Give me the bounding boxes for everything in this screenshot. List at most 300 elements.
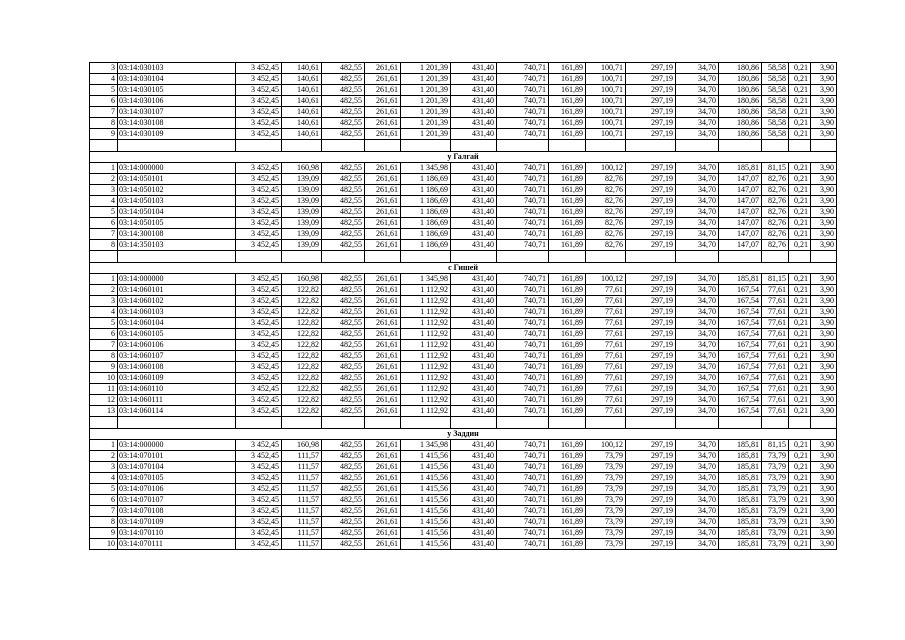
value-cell: 740,71 — [497, 517, 549, 528]
value-cell: 431,40 — [451, 395, 497, 406]
value-cell: 34,70 — [676, 473, 719, 484]
cadastral-code-cell: 03:14:070107 — [118, 495, 236, 506]
table-row — [90, 174, 837, 185]
value-cell: 34,70 — [676, 96, 719, 107]
value-cell: 1 201,39 — [401, 96, 451, 107]
empty-cell — [811, 251, 837, 263]
row-number-cell: 5 — [90, 207, 118, 218]
value-cell: 297,19 — [626, 174, 676, 185]
value-cell: 261,61 — [365, 395, 401, 406]
row-number-cell: 7 — [90, 107, 118, 118]
value-cell: 73,79 — [586, 473, 626, 484]
value-cell: 161,89 — [549, 484, 586, 495]
value-cell: 740,71 — [497, 362, 549, 373]
value-cell: 161,89 — [549, 528, 586, 539]
row-number-cell: 7 — [90, 340, 118, 351]
value-cell: 161,89 — [549, 517, 586, 528]
value-cell: 34,70 — [676, 207, 719, 218]
value-cell: 297,19 — [626, 185, 676, 196]
value-cell: 261,61 — [365, 318, 401, 329]
value-cell: 740,71 — [497, 107, 549, 118]
empty-cell — [497, 140, 549, 152]
value-cell: 161,89 — [549, 362, 586, 373]
value-cell: 261,61 — [365, 473, 401, 484]
value-cell: 147,07 — [719, 218, 762, 229]
value-cell: 77,61 — [586, 318, 626, 329]
value-cell: 740,71 — [497, 174, 549, 185]
value-cell: 3,90 — [811, 395, 837, 406]
spacer-row — [90, 417, 837, 429]
value-cell: 111,57 — [282, 495, 322, 506]
value-cell: 482,55 — [322, 129, 365, 140]
empty-cell — [626, 417, 676, 429]
empty-cell — [549, 251, 586, 263]
value-cell: 140,61 — [282, 85, 322, 96]
value-cell: 77,61 — [586, 351, 626, 362]
value-cell: 0,21 — [789, 96, 811, 107]
value-cell: 147,07 — [719, 185, 762, 196]
value-cell: 81,15 — [762, 274, 789, 285]
value-cell: 261,61 — [365, 229, 401, 240]
row-number-cell: 9 — [90, 129, 118, 140]
value-cell: 73,79 — [762, 462, 789, 473]
value-cell: 3,90 — [811, 207, 837, 218]
value-cell: 161,89 — [549, 229, 586, 240]
value-cell: 431,40 — [451, 185, 497, 196]
value-cell: 1 345,98 — [401, 163, 451, 174]
value-cell: 740,71 — [497, 240, 549, 251]
value-cell: 34,70 — [676, 351, 719, 362]
value-cell: 3 452,45 — [236, 406, 282, 417]
value-cell: 180,86 — [719, 129, 762, 140]
value-cell: 0,21 — [789, 118, 811, 129]
value-cell: 261,61 — [365, 274, 401, 285]
value-cell: 3 452,45 — [236, 285, 282, 296]
cadastral-code-cell: 03:14:000000 — [118, 440, 236, 451]
value-cell: 431,40 — [451, 528, 497, 539]
value-cell: 0,21 — [789, 362, 811, 373]
value-cell: 1 112,92 — [401, 406, 451, 417]
value-cell: 482,55 — [322, 506, 365, 517]
value-cell: 167,54 — [719, 329, 762, 340]
value-cell: 122,82 — [282, 318, 322, 329]
cadastral-code-cell: 03:14:030105 — [118, 85, 236, 96]
value-cell: 3 452,45 — [236, 329, 282, 340]
row-number-cell: 4 — [90, 307, 118, 318]
value-cell: 3,90 — [811, 63, 837, 74]
value-cell: 3 452,45 — [236, 163, 282, 174]
value-cell: 297,19 — [626, 285, 676, 296]
value-cell: 1 112,92 — [401, 307, 451, 318]
value-cell: 3 452,45 — [236, 318, 282, 329]
empty-cell — [451, 417, 497, 429]
cadastral-code-cell: 03:14:070106 — [118, 484, 236, 495]
value-cell: 297,19 — [626, 207, 676, 218]
table-row — [90, 163, 837, 174]
value-cell: 180,86 — [719, 96, 762, 107]
value-cell: 0,21 — [789, 218, 811, 229]
value-cell: 431,40 — [451, 373, 497, 384]
value-cell: 82,76 — [586, 196, 626, 207]
value-cell: 431,40 — [451, 517, 497, 528]
value-cell: 73,79 — [762, 539, 789, 550]
value-cell: 3,90 — [811, 240, 837, 251]
value-cell: 740,71 — [497, 74, 549, 85]
value-cell: 3 452,45 — [236, 395, 282, 406]
value-cell: 261,61 — [365, 118, 401, 129]
empty-cell — [762, 140, 789, 152]
row-number-cell: 10 — [90, 539, 118, 550]
value-cell: 1 112,92 — [401, 285, 451, 296]
value-cell: 431,40 — [451, 174, 497, 185]
section-heading-row — [90, 429, 837, 440]
value-cell: 482,55 — [322, 174, 365, 185]
value-cell: 261,61 — [365, 185, 401, 196]
value-cell: 34,70 — [676, 484, 719, 495]
value-cell: 185,81 — [719, 495, 762, 506]
value-cell: 0,21 — [789, 440, 811, 451]
value-cell: 0,21 — [789, 163, 811, 174]
value-cell: 77,61 — [762, 318, 789, 329]
value-cell: 180,86 — [719, 63, 762, 74]
value-cell: 482,55 — [322, 274, 365, 285]
value-cell: 140,61 — [282, 74, 322, 85]
value-cell: 3,90 — [811, 484, 837, 495]
value-cell: 185,81 — [719, 517, 762, 528]
value-cell: 431,40 — [451, 473, 497, 484]
value-cell: 261,61 — [365, 163, 401, 174]
table-row — [90, 329, 837, 340]
value-cell: 261,61 — [365, 484, 401, 495]
empty-cell — [762, 417, 789, 429]
section-heading: с Гишей — [90, 263, 837, 274]
table-row — [90, 318, 837, 329]
value-cell: 34,70 — [676, 196, 719, 207]
value-cell: 482,55 — [322, 395, 365, 406]
value-cell: 261,61 — [365, 517, 401, 528]
value-cell: 482,55 — [322, 340, 365, 351]
value-cell: 161,89 — [549, 185, 586, 196]
value-cell: 167,54 — [719, 318, 762, 329]
value-cell: 3,90 — [811, 373, 837, 384]
value-cell: 740,71 — [497, 406, 549, 417]
value-cell: 34,70 — [676, 63, 719, 74]
value-cell: 122,82 — [282, 307, 322, 318]
row-number-cell: 3 — [90, 296, 118, 307]
value-cell: 34,70 — [676, 185, 719, 196]
value-cell: 0,21 — [789, 340, 811, 351]
value-cell: 100,71 — [586, 63, 626, 74]
value-cell: 740,71 — [497, 539, 549, 550]
value-cell: 1 201,39 — [401, 63, 451, 74]
value-cell: 1 415,56 — [401, 495, 451, 506]
value-cell: 111,57 — [282, 473, 322, 484]
cadastral-code-cell: 03:14:030104 — [118, 74, 236, 85]
value-cell: 3,90 — [811, 318, 837, 329]
value-cell: 297,19 — [626, 517, 676, 528]
value-cell: 1 415,56 — [401, 473, 451, 484]
value-cell: 740,71 — [497, 196, 549, 207]
table-row — [90, 240, 837, 251]
value-cell: 34,70 — [676, 318, 719, 329]
value-cell: 100,12 — [586, 274, 626, 285]
value-cell: 147,07 — [719, 240, 762, 251]
value-cell: 740,71 — [497, 495, 549, 506]
value-cell: 34,70 — [676, 539, 719, 550]
value-cell: 139,09 — [282, 218, 322, 229]
row-number-cell: 5 — [90, 484, 118, 495]
value-cell: 77,61 — [586, 384, 626, 395]
value-cell: 34,70 — [676, 340, 719, 351]
value-cell: 261,61 — [365, 451, 401, 462]
value-cell: 77,61 — [586, 340, 626, 351]
cadastral-code-cell: 03:14:030103 — [118, 63, 236, 74]
row-number-cell: 9 — [90, 362, 118, 373]
value-cell: 297,19 — [626, 74, 676, 85]
value-cell: 167,54 — [719, 362, 762, 373]
value-cell: 161,89 — [549, 340, 586, 351]
table-row — [90, 506, 837, 517]
value-cell: 140,61 — [282, 96, 322, 107]
row-number-cell: 10 — [90, 373, 118, 384]
value-cell: 3,90 — [811, 196, 837, 207]
value-cell: 1 415,56 — [401, 506, 451, 517]
value-cell: 1 186,69 — [401, 218, 451, 229]
value-cell: 82,76 — [762, 196, 789, 207]
value-cell: 297,19 — [626, 296, 676, 307]
value-cell: 261,61 — [365, 296, 401, 307]
value-cell: 58,58 — [762, 85, 789, 96]
empty-cell — [719, 417, 762, 429]
value-cell: 3,90 — [811, 440, 837, 451]
value-cell: 261,61 — [365, 74, 401, 85]
row-number-cell: 3 — [90, 185, 118, 196]
value-cell: 261,61 — [365, 207, 401, 218]
value-cell: 82,76 — [586, 207, 626, 218]
row-number-cell: 13 — [90, 406, 118, 417]
value-cell: 0,21 — [789, 351, 811, 362]
value-cell: 100,71 — [586, 85, 626, 96]
value-cell: 3,90 — [811, 517, 837, 528]
value-cell: 3 452,45 — [236, 296, 282, 307]
row-number-cell: 8 — [90, 118, 118, 129]
value-cell: 34,70 — [676, 174, 719, 185]
value-cell: 161,89 — [549, 74, 586, 85]
value-cell: 261,61 — [365, 340, 401, 351]
value-cell: 0,21 — [789, 318, 811, 329]
value-cell: 3 452,45 — [236, 473, 282, 484]
value-cell: 261,61 — [365, 329, 401, 340]
value-cell: 0,21 — [789, 196, 811, 207]
value-cell: 431,40 — [451, 74, 497, 85]
value-cell: 3 452,45 — [236, 129, 282, 140]
value-cell: 1 112,92 — [401, 362, 451, 373]
empty-cell — [90, 417, 118, 429]
value-cell: 73,79 — [586, 517, 626, 528]
value-cell: 34,70 — [676, 362, 719, 373]
value-cell: 3 452,45 — [236, 63, 282, 74]
value-cell: 161,89 — [549, 85, 586, 96]
value-cell: 77,61 — [762, 329, 789, 340]
value-cell: 297,19 — [626, 340, 676, 351]
value-cell: 34,70 — [676, 495, 719, 506]
value-cell: 161,89 — [549, 163, 586, 174]
value-cell: 0,21 — [789, 296, 811, 307]
value-cell: 740,71 — [497, 506, 549, 517]
value-cell: 482,55 — [322, 307, 365, 318]
value-cell: 140,61 — [282, 63, 322, 74]
value-cell: 82,76 — [586, 229, 626, 240]
empty-cell — [451, 140, 497, 152]
value-cell: 3 452,45 — [236, 307, 282, 318]
cadastral-code-cell: 03:14:050103 — [118, 196, 236, 207]
value-cell: 740,71 — [497, 384, 549, 395]
table-row — [90, 296, 837, 307]
value-cell: 740,71 — [497, 163, 549, 174]
empty-cell — [282, 140, 322, 152]
value-cell: 122,82 — [282, 373, 322, 384]
value-cell: 1 201,39 — [401, 129, 451, 140]
table-row — [90, 362, 837, 373]
value-cell: 3 452,45 — [236, 85, 282, 96]
value-cell: 740,71 — [497, 274, 549, 285]
value-cell: 740,71 — [497, 63, 549, 74]
value-cell: 261,61 — [365, 373, 401, 384]
value-cell: 122,82 — [282, 296, 322, 307]
value-cell: 3,90 — [811, 296, 837, 307]
table-row — [90, 517, 837, 528]
empty-cell — [282, 417, 322, 429]
value-cell: 77,61 — [586, 406, 626, 417]
value-cell: 82,76 — [762, 207, 789, 218]
value-cell: 167,54 — [719, 296, 762, 307]
value-cell: 740,71 — [497, 207, 549, 218]
value-cell: 77,61 — [586, 307, 626, 318]
value-cell: 1 112,92 — [401, 318, 451, 329]
table-row — [90, 196, 837, 207]
value-cell: 1 415,56 — [401, 539, 451, 550]
value-cell: 261,61 — [365, 96, 401, 107]
value-cell: 167,54 — [719, 395, 762, 406]
value-cell: 261,61 — [365, 495, 401, 506]
empty-cell — [811, 417, 837, 429]
value-cell: 297,19 — [626, 85, 676, 96]
value-cell: 482,55 — [322, 451, 365, 462]
row-number-cell: 6 — [90, 495, 118, 506]
value-cell: 3 452,45 — [236, 495, 282, 506]
table-row — [90, 96, 837, 107]
value-cell: 82,76 — [762, 229, 789, 240]
value-cell: 297,19 — [626, 395, 676, 406]
empty-cell — [789, 140, 811, 152]
row-number-cell: 8 — [90, 517, 118, 528]
value-cell: 161,89 — [549, 440, 586, 451]
row-number-cell: 1 — [90, 163, 118, 174]
value-cell: 297,19 — [626, 539, 676, 550]
value-cell: 261,61 — [365, 174, 401, 185]
value-cell: 167,54 — [719, 307, 762, 318]
row-number-cell: 12 — [90, 395, 118, 406]
value-cell: 740,71 — [497, 307, 549, 318]
value-cell: 740,71 — [497, 318, 549, 329]
value-cell: 58,58 — [762, 107, 789, 118]
row-number-cell: 6 — [90, 329, 118, 340]
tariff-table — [89, 62, 837, 550]
value-cell: 3,90 — [811, 351, 837, 362]
value-cell: 77,61 — [586, 296, 626, 307]
table-row — [90, 528, 837, 539]
value-cell: 297,19 — [626, 163, 676, 174]
value-cell: 1 186,69 — [401, 229, 451, 240]
value-cell: 111,57 — [282, 517, 322, 528]
value-cell: 160,98 — [282, 274, 322, 285]
value-cell: 34,70 — [676, 163, 719, 174]
row-number-cell: 4 — [90, 473, 118, 484]
value-cell: 3 452,45 — [236, 528, 282, 539]
value-cell: 0,21 — [789, 107, 811, 118]
cadastral-code-cell: 03:14:060102 — [118, 296, 236, 307]
value-cell: 34,70 — [676, 451, 719, 462]
value-cell: 147,07 — [719, 229, 762, 240]
table-row — [90, 118, 837, 129]
value-cell: 297,19 — [626, 107, 676, 118]
row-number-cell: 1 — [90, 274, 118, 285]
table-row — [90, 340, 837, 351]
value-cell: 3,90 — [811, 451, 837, 462]
value-cell: 0,21 — [789, 229, 811, 240]
value-cell: 100,12 — [586, 163, 626, 174]
value-cell: 297,19 — [626, 440, 676, 451]
value-cell: 161,89 — [549, 240, 586, 251]
value-cell: 482,55 — [322, 318, 365, 329]
value-cell: 1 415,56 — [401, 528, 451, 539]
value-cell: 161,89 — [549, 506, 586, 517]
value-cell: 482,55 — [322, 495, 365, 506]
table-row — [90, 440, 837, 451]
table-row — [90, 351, 837, 362]
table-row — [90, 307, 837, 318]
value-cell: 297,19 — [626, 118, 676, 129]
empty-cell — [497, 251, 549, 263]
value-cell: 297,19 — [626, 318, 676, 329]
value-cell: 1 415,56 — [401, 462, 451, 473]
value-cell: 34,70 — [676, 240, 719, 251]
value-cell: 3 452,45 — [236, 484, 282, 495]
value-cell: 73,79 — [586, 539, 626, 550]
value-cell: 122,82 — [282, 340, 322, 351]
value-cell: 482,55 — [322, 218, 365, 229]
value-cell: 185,81 — [719, 528, 762, 539]
value-cell: 34,70 — [676, 395, 719, 406]
value-cell: 122,82 — [282, 384, 322, 395]
value-cell: 261,61 — [365, 384, 401, 395]
cadastral-code-cell: 03:14:050105 — [118, 218, 236, 229]
value-cell: 140,61 — [282, 107, 322, 118]
value-cell: 3 452,45 — [236, 440, 282, 451]
value-cell: 160,98 — [282, 440, 322, 451]
empty-cell — [322, 140, 365, 152]
value-cell: 431,40 — [451, 340, 497, 351]
value-cell: 73,79 — [586, 451, 626, 462]
value-cell: 740,71 — [497, 395, 549, 406]
value-cell: 297,19 — [626, 495, 676, 506]
value-cell: 261,61 — [365, 362, 401, 373]
value-cell: 77,61 — [586, 373, 626, 384]
value-cell: 100,12 — [586, 440, 626, 451]
cadastral-code-cell: 03:14:350103 — [118, 240, 236, 251]
value-cell: 482,55 — [322, 406, 365, 417]
value-cell: 77,61 — [586, 329, 626, 340]
